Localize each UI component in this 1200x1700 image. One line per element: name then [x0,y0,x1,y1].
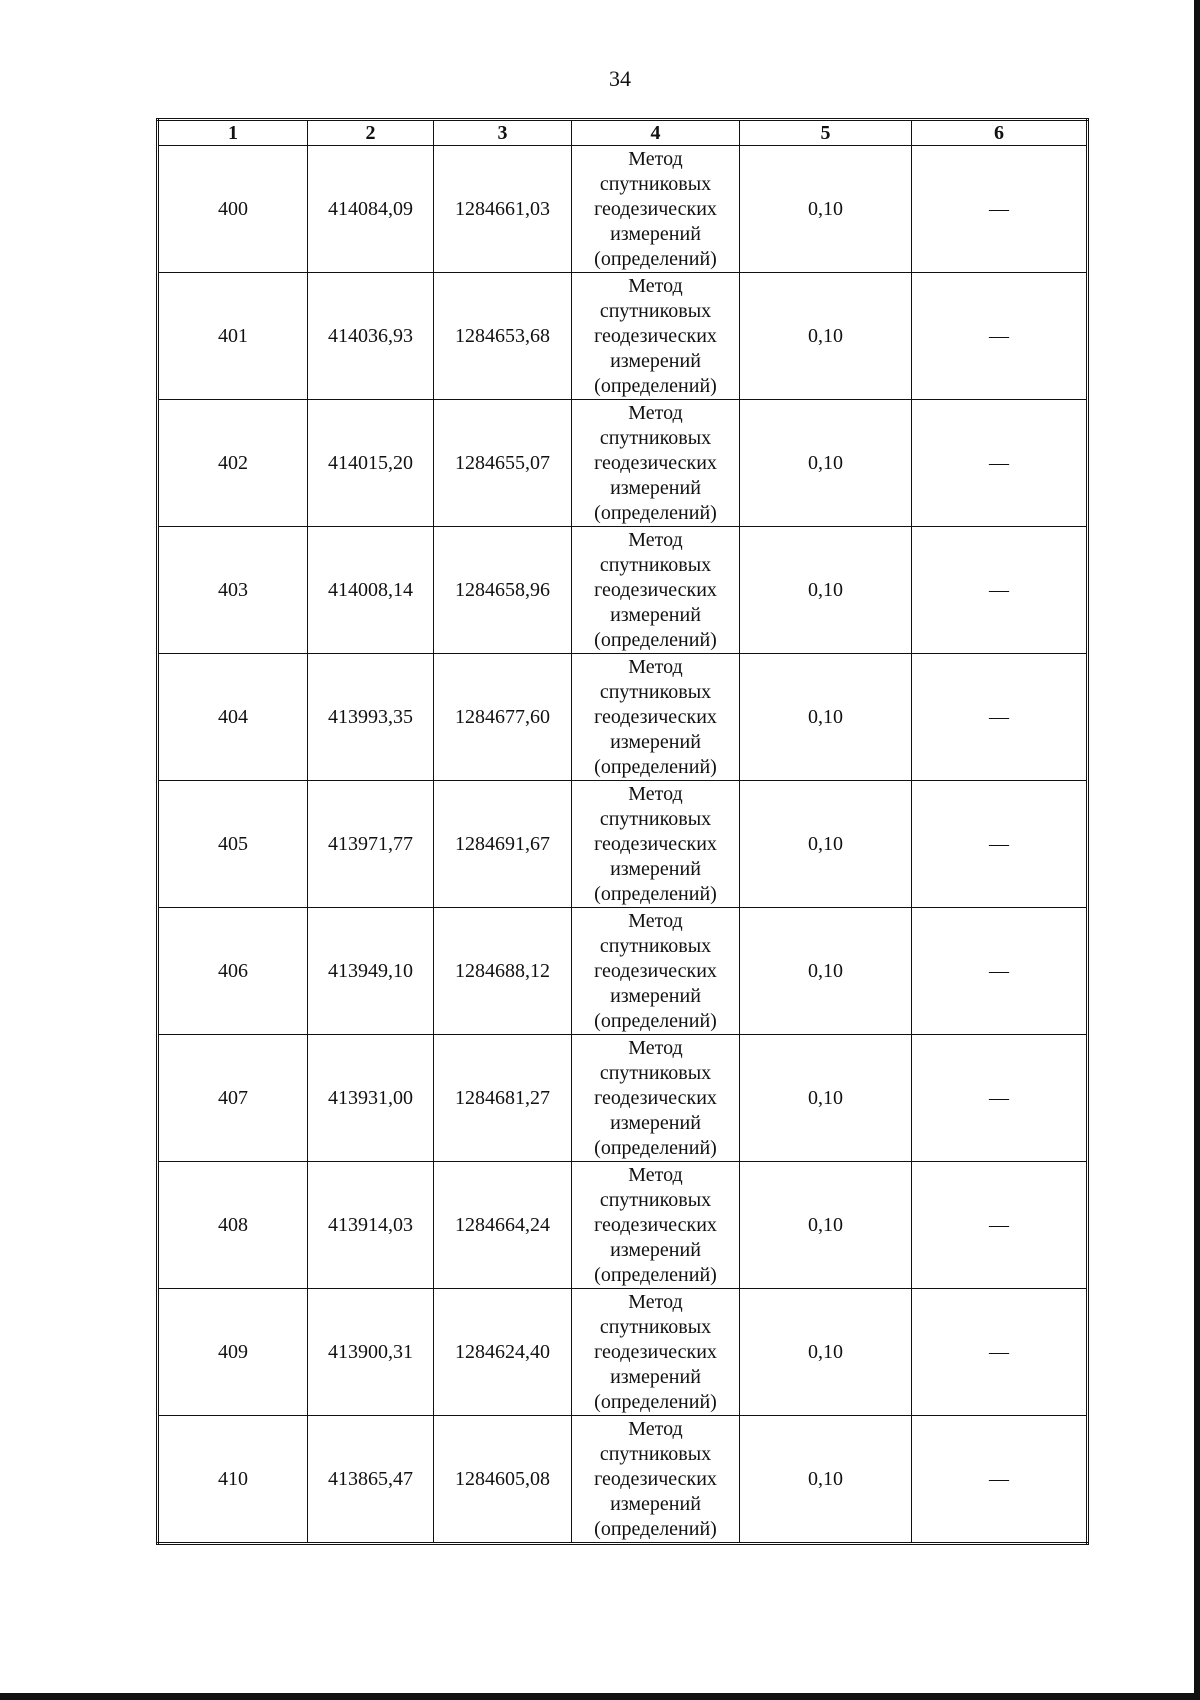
x-coordinate-cell: 413914,03 [308,1162,434,1289]
header-col-4: 4 [572,120,740,146]
table-row [158,1162,1088,1289]
x-coordinate-cell: 413993,35 [308,654,434,781]
table-row [158,1035,1088,1162]
table-row [158,654,1088,781]
x-coordinate-cell: 413931,00 [308,1035,434,1162]
note-cell: — [912,527,1088,654]
method-cell: Метод спутниковых геодезических измерений (определений) [572,1416,740,1544]
method-cell: Метод спутниковых геодезических измерений (определений) [572,781,740,908]
table-row [158,1416,1088,1544]
accuracy-cell: 0,10 [740,146,912,273]
accuracy-cell: 0,10 [740,1416,912,1544]
method-cell: Метод спутниковых геодезических измерений (определений) [572,908,740,1035]
note-cell: — [912,654,1088,781]
x-coordinate-cell: 414015,20 [308,400,434,527]
accuracy-cell: 0,10 [740,400,912,527]
header-col-2: 2 [308,120,434,146]
method-cell: Метод спутниковых геодезических измерений (определений) [572,654,740,781]
x-coordinate-cell: 413949,10 [308,908,434,1035]
page-number: 34 [609,66,631,91]
table-row [158,1289,1088,1416]
accuracy-cell: 0,10 [740,654,912,781]
x-coordinate-cell: 413900,31 [308,1289,434,1416]
header-col-1: 1 [158,120,308,146]
point-number-cell: 405 [158,781,308,908]
y-coordinate-cell: 1284661,03 [434,146,572,273]
method-cell: Метод спутниковых геодезических измерений (определений) [572,1289,740,1416]
note-cell: — [912,1416,1088,1544]
table-row [158,908,1088,1035]
note-cell: — [912,908,1088,1035]
x-coordinate-cell: 414084,09 [308,146,434,273]
note-cell: — [912,273,1088,400]
table-row [158,400,1088,527]
x-coordinate-cell: 414008,14 [308,527,434,654]
point-number-cell: 404 [158,654,308,781]
accuracy-cell: 0,10 [740,781,912,908]
point-number-cell: 408 [158,1162,308,1289]
point-number-cell: 402 [158,400,308,527]
note-cell: — [912,1289,1088,1416]
y-coordinate-cell: 1284655,07 [434,400,572,527]
x-coordinate-cell: 413865,47 [308,1416,434,1544]
table-row [158,781,1088,908]
y-coordinate-cell: 1284691,67 [434,781,572,908]
method-cell: Метод спутниковых геодезических измерений (определений) [572,273,740,400]
y-coordinate-cell: 1284605,08 [434,1416,572,1544]
table-header-row [158,120,1088,146]
point-number-cell: 401 [158,273,308,400]
header-col-3: 3 [434,120,572,146]
point-number-cell: 410 [158,1416,308,1544]
table-row [158,527,1088,654]
y-coordinate-cell: 1284624,40 [434,1289,572,1416]
point-number-cell: 407 [158,1035,308,1162]
accuracy-cell: 0,10 [740,1035,912,1162]
accuracy-cell: 0,10 [740,908,912,1035]
y-coordinate-cell: 1284653,68 [434,273,572,400]
accuracy-cell: 0,10 [740,273,912,400]
point-number-cell: 403 [158,527,308,654]
header-col-6: 6 [912,120,1088,146]
accuracy-cell: 0,10 [740,1289,912,1416]
y-coordinate-cell: 1284681,27 [434,1035,572,1162]
y-coordinate-cell: 1284688,12 [434,908,572,1035]
table-body [158,146,1088,1544]
table-row [158,146,1088,273]
note-cell: — [912,146,1088,273]
method-cell: Метод спутниковых геодезических измерений (определений) [572,400,740,527]
method-cell: Метод спутниковых геодезических измерений (определений) [572,1162,740,1289]
note-cell: — [912,1162,1088,1289]
method-cell: Метод спутниковых геодезических измерений (определений) [572,1035,740,1162]
y-coordinate-cell: 1284658,96 [434,527,572,654]
x-coordinate-cell: 413971,77 [308,781,434,908]
y-coordinate-cell: 1284677,60 [434,654,572,781]
note-cell: — [912,400,1088,527]
point-number-cell: 400 [158,146,308,273]
note-cell: — [912,781,1088,908]
coordinates-table [156,118,1089,1545]
point-number-cell: 409 [158,1289,308,1416]
accuracy-cell: 0,10 [740,527,912,654]
method-cell: Метод спутниковых геодезических измерений (определений) [572,146,740,273]
method-cell: Метод спутниковых геодезических измерений (определений) [572,527,740,654]
point-number-cell: 406 [158,908,308,1035]
note-cell: — [912,1035,1088,1162]
header-col-5: 5 [740,120,912,146]
accuracy-cell: 0,10 [740,1162,912,1289]
y-coordinate-cell: 1284664,24 [434,1162,572,1289]
table-row [158,273,1088,400]
x-coordinate-cell: 414036,93 [308,273,434,400]
